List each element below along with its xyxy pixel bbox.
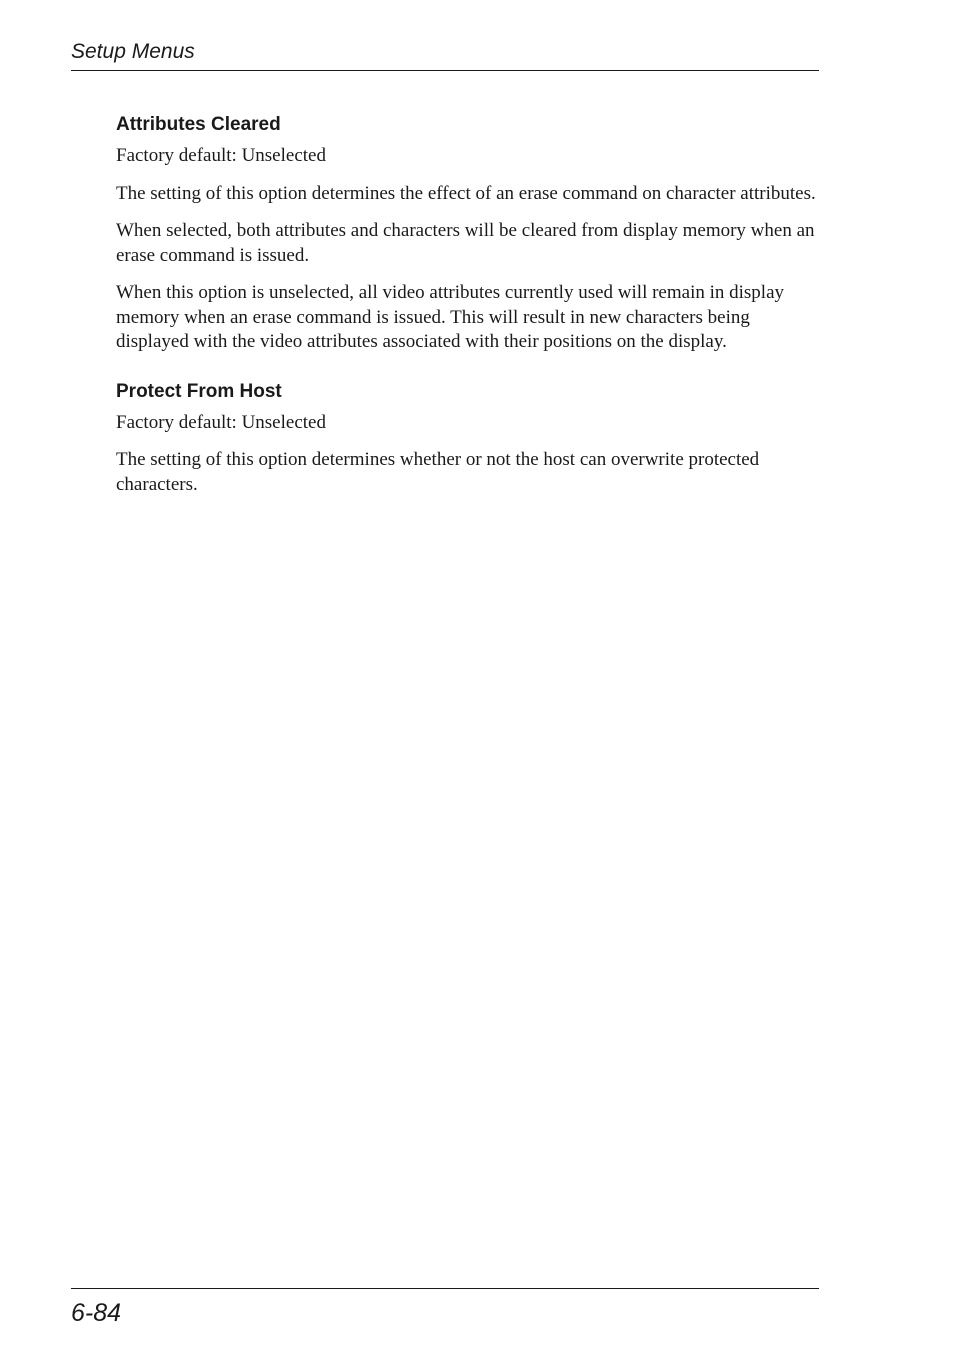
page-body bbox=[116, 113, 826, 497]
body-paragraph: When this option is unselected, all video attributes currently used will remain in display memory when an erase command is issued. This will result in new characters being displayed with the video attributes associated with their positions on the display. bbox=[116, 282, 785, 352]
running-head: Setup Menus bbox=[71, 40, 195, 63]
section-protect-from-host bbox=[116, 380, 826, 498]
section-heading: Attributes Cleared bbox=[116, 114, 281, 135]
body-paragraph: The setting of this option determines the effect of an erase command on character attributes. bbox=[116, 182, 816, 204]
factory-default-text: Factory default: Unselected bbox=[116, 411, 326, 433]
factory-default-text: Factory default: Unselected bbox=[116, 145, 326, 166]
section-heading: Protect From Host bbox=[116, 380, 282, 402]
header-rule bbox=[71, 70, 819, 71]
section-attributes-cleared bbox=[116, 113, 826, 355]
page-number: 6-84 bbox=[71, 1299, 122, 1327]
body-paragraph: The setting of this option determines whether or not the host can overwrite protected characters. bbox=[116, 449, 760, 495]
body-paragraph: When selected, both attributes and characters will be cleared from display memory when an erase command is issued. bbox=[116, 220, 815, 266]
footer-rule bbox=[71, 1288, 819, 1289]
